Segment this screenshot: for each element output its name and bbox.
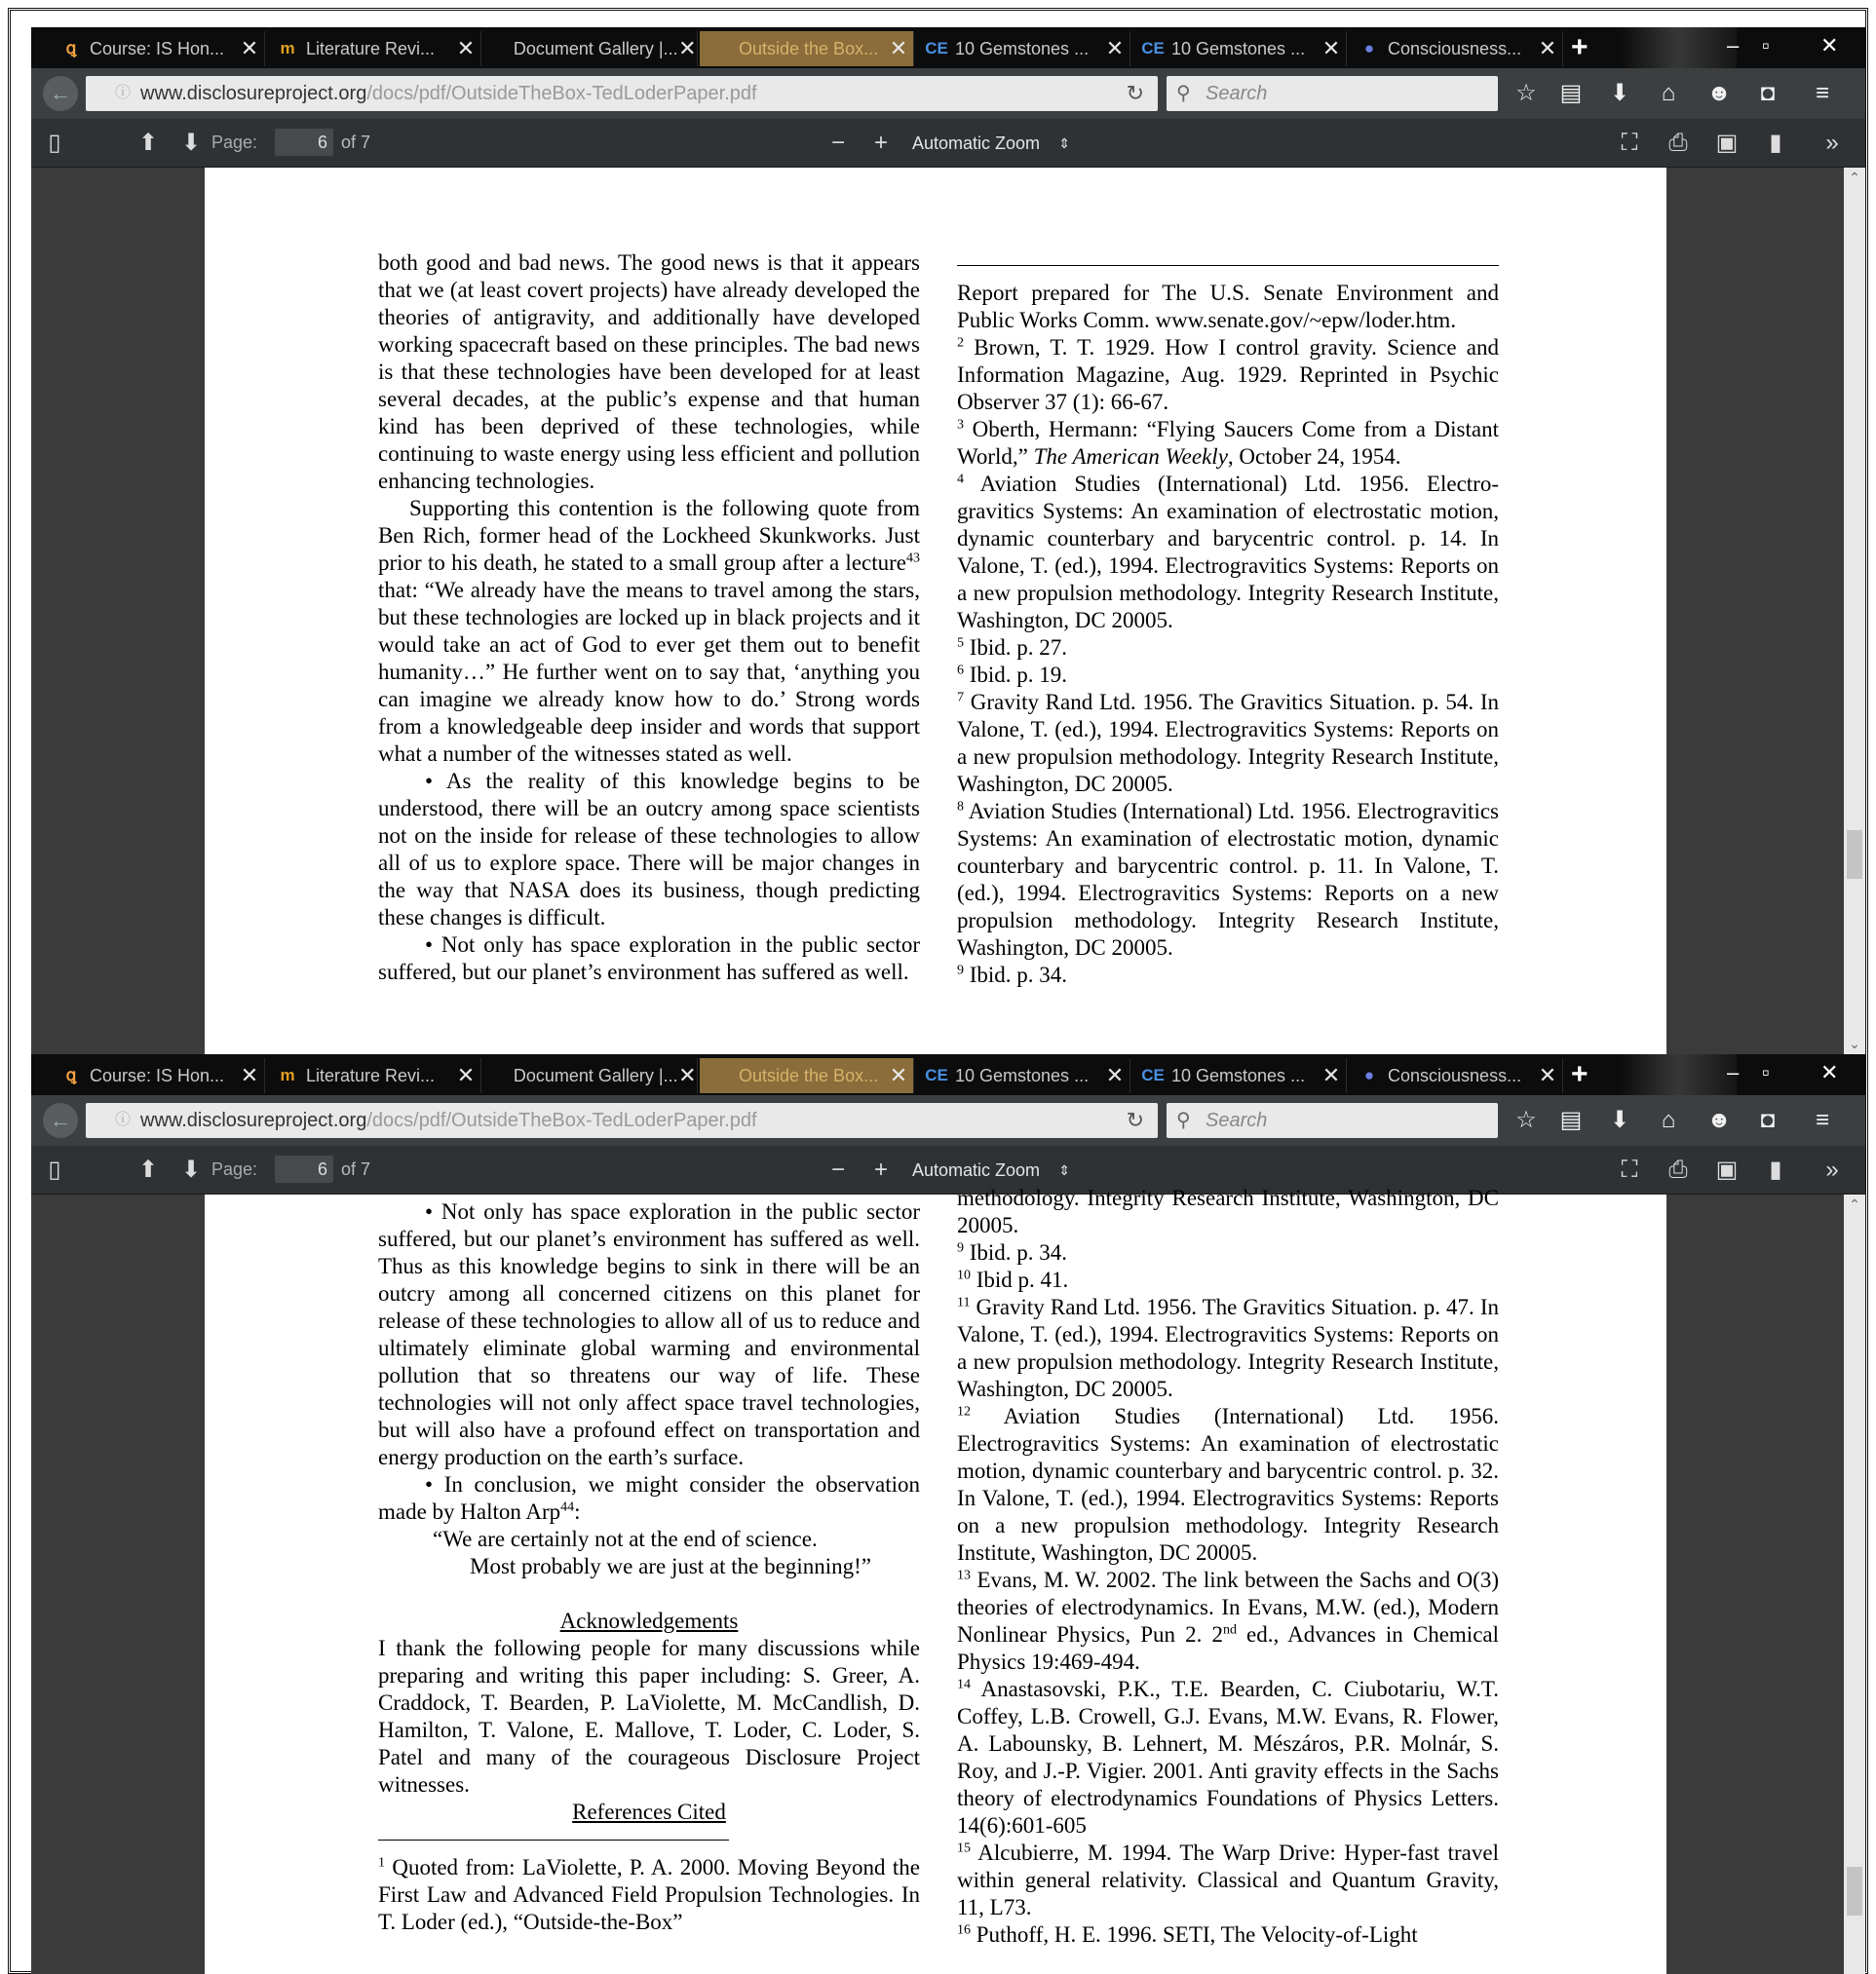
tab-bar [31,27,1865,68]
footnote: Report prepared for The U.S. Senate Environment and Public Works Comm. www.senate.gov/~epw/loder.htm. [957,281,1499,332]
footnote-number: 6 [957,663,964,678]
footnote-number: 11 [957,1295,971,1310]
zoom-out-icon[interactable]: − [830,1157,845,1183]
tab-course[interactable] [51,1058,265,1093]
tab-gemstones-2[interactable] [1132,31,1347,66]
tab-title: Course: IS Hon... [90,1065,225,1085]
tab-title: Document Gallery |... [513,1065,678,1085]
tab-gemstones-2[interactable] [1132,1058,1347,1093]
nav-bar [31,68,1865,119]
tab-title: 10 Gemstones ... [955,1065,1090,1085]
close-window-icon[interactable]: ✕ [1820,33,1839,57]
tab-literature[interactable] [267,31,481,66]
search-bar[interactable] [1167,76,1498,111]
bullet-paragraph: • As the reality of this knowledge begins to be understood, there will be an outcry among space scientists not on the inside for release of these technologies to allow all of us to explore space. There will be major changes in the way that NASA does its business, though predicting these changes is difficult. [378,769,920,930]
footnote [957,1267,1499,1294]
tab-title: Consciousness... [1388,1065,1522,1085]
presentation-mode-icon[interactable]: ⛶ [1621,1157,1638,1183]
zoom-value: Automatic Zoom [912,133,1041,153]
close-tab-icon[interactable]: ✕ [1538,1063,1557,1087]
footnote-text: Oberth, Hermann: “Flying Saucers Come from a Distant World,” [957,417,1499,469]
tab-consciousness[interactable] [1349,31,1563,66]
footnote-text: , October 24, 1954. [1227,444,1401,469]
save-icon[interactable]: ▣ [1715,130,1739,156]
coursera-icon: ꝗ [65,1066,77,1084]
acknowledgements-heading: Acknowledgements [559,1609,739,1633]
reference [378,1854,920,1936]
tab-title: Literature Revi... [306,1065,436,1085]
close-tab-icon[interactable]: ✕ [456,36,476,60]
footnote [957,1294,1499,1403]
reading-list-icon[interactable]: ▤ [1559,80,1583,106]
right-column [957,1185,1499,1974]
quote-line: Most probably we are just at the beginning!” [470,1554,871,1578]
footnote-number: 9 [957,963,964,978]
tab-title: 10 Gemstones ... [955,38,1090,58]
footnote-text: Gravity Rand Ltd. 1956. The Gravitics Situation. p. 47. In Valone, T. (ed.), 1994. Electrogravitics Systems: Reports on a new propulsion methodology. Integrity Research Institute, Washington, DC 20005. [957,1295,1499,1401]
footnote [957,1676,1499,1840]
theme-decoration [1620,27,1740,68]
ce-icon: CE [1141,39,1165,57]
footnote [957,1239,1499,1267]
tab-title: 10 Gemstones ... [1171,1065,1306,1085]
left-column [378,1198,920,1974]
bullet-paragraph: • Not only has space exploration in the public sector suffered, but our planet’s environment has suffered as well. Thus as this knowledge begins to sink in there will be an outcry among all concerned citizens on this planet for release of these technologies to allow all of us to reduce and ultimately eliminate global warming and environmental pollution that so threatens our way of life. These technologies will not only affect space travel technologies, but will also have a profound effect on transportation and energy production on the earth’s surface. [378,1199,920,1469]
emoji-icon[interactable]: ☻ [1706,80,1732,106]
tab-consciousness[interactable] [1349,1058,1563,1093]
page-number-input[interactable]: 6 [275,129,333,156]
quote-line: “We are certainly not at the end of science. [433,1527,818,1551]
sidebar-toggle-icon[interactable]: ▯ [48,130,61,156]
browser-window-top [31,27,1865,1054]
url-bar[interactable] [86,1103,1158,1138]
theme-decoration [1620,1054,1740,1095]
bookmark-icon[interactable]: ▮ [1769,1157,1782,1183]
footnote-text: ed., Advances in Chemical Physics 19:469-494. [957,1622,1499,1674]
select-arrows-icon: ⇕ [1058,1162,1070,1178]
presentation-mode-icon[interactable]: ⛶ [1621,130,1638,156]
text-run: Supporting this contention is the following quote from Ben Rich, former head of the Lockheed Skunkworks. Just prior to his death, he stated to a small group after a lecture [378,496,920,575]
ordinal-suffix: nd [1222,1622,1237,1638]
emoji-icon[interactable]: ☻ [1706,1107,1732,1133]
close-tab-icon[interactable]: ✕ [678,36,697,60]
back-arrow-icon[interactable]: ← [43,1103,78,1138]
footnote-number: 3 [957,417,964,433]
blank-page-icon [491,1065,508,1086]
tab-title: Outside the Box... [739,1065,879,1085]
previous-page-icon[interactable]: ⬆ [137,1157,159,1183]
blank-page-icon [708,1065,733,1086]
globe-icon: ● [1363,39,1375,57]
maximize-icon[interactable]: ▫ [1762,1060,1770,1084]
tab-outside-the-box[interactable] [700,1058,914,1093]
home-icon[interactable]: ⌂ [1661,80,1676,106]
ce-icon: CE [1141,1066,1165,1084]
url-domain: www.disclosureproject.org [140,83,367,104]
scroll-up-icon[interactable]: ⌃ [1849,1196,1860,1212]
page-label: Page: [211,1159,258,1179]
tab-course[interactable] [51,31,265,66]
tab-title: Consciousness... [1388,38,1522,58]
tab-title: 10 Gemstones ... [1171,38,1306,58]
search-icon: ⚲ [1176,83,1191,104]
page-count: of 7 [341,1159,371,1179]
save-icon[interactable]: ▣ [1715,1157,1739,1183]
footnote [957,471,1499,634]
close-tab-icon[interactable]: ✕ [1105,36,1125,60]
print-icon[interactable]: ⎙ [1668,1157,1688,1183]
close-tab-icon[interactable]: ✕ [240,36,259,60]
reference-text: Quoted from: LaViolette, P. A. 2000. Moving Beyond the First Law and Advanced Field Propulsion Technologies. In T. Loder (ed.), “Outside-the-Box” [378,1855,920,1934]
footnote-number: 16 [957,1922,971,1938]
ce-icon: CE [925,39,948,57]
footnote [957,334,1499,416]
text-run: • In conclusion, we might consider the observation made by Halton Arp [378,1472,920,1524]
page-number-input[interactable]: 6 [275,1156,333,1183]
minimize-icon[interactable]: – [1727,1060,1740,1084]
page-count: of 7 [341,133,371,152]
browser-window-bottom [31,1054,1865,1974]
downloads-icon[interactable]: ⬇ [1609,80,1630,106]
tab-bar [31,1054,1865,1095]
next-page-icon[interactable]: ⬇ [180,130,202,156]
tab-title: Document Gallery |... [513,38,678,58]
text-run: that: “We already have the means to travel among the stars, but these technologies are locked up in black projects and it would take an act of God to ever get them out to benefit humanity…” He further went on to say that, ‘anything you can imagine we already know how to do.’ Strong words from a knowledgeable deep insider and words that support what a number of the witnesses stated as well. [378,578,920,766]
globe-icon: ● [1363,1066,1375,1084]
url-bar[interactable] [86,76,1158,111]
footnote [957,1840,1499,1921]
close-tab-icon[interactable]: ✕ [456,1063,476,1087]
bookmark-icon[interactable]: ▮ [1769,130,1782,156]
zoom-out-icon[interactable]: − [830,130,845,156]
url-path: /docs/pdf/OutsideTheBox-TedLoderPaper.pdf [366,83,757,104]
tab-outside-the-box[interactable] [700,31,914,66]
next-page-icon[interactable]: ⬇ [180,1157,202,1183]
footnote-number: 5 [957,635,964,651]
close-tab-icon[interactable]: ✕ [889,36,908,60]
menu-icon[interactable]: ≡ [1815,80,1829,106]
footnote-text: Aviation Studies (International) Ltd. 1956. Electrogravitics Systems: An examination of electrostatic motion, dynamic counterbary and barycentric control. p. 32. In Valone, T. (ed.), 1994. Electrogravitics Systems: Reports on a new propulsion methodology. Integrity Research Institute, Washington, DC 20005. [957,1404,1499,1565]
text-run: : [574,1499,581,1524]
footnote-text: Anastasovski, P.K., T.E. Bearden, C. Ciubotariu, W.T. Coffey, L.B. Crowell, G.J. Evans, M.W. Evans, R. Flower, A. Labounsky, B. Lehnert, M. Mészáros, P.R. Molnár, S. Roy, and J.-P. Vigier. 2001. Anti gravity effects in the Sachs theory of electrodynamics Foundations of Physics Letters. 14(6):601-605 [957,1677,1499,1838]
close-tab-icon[interactable]: ✕ [1538,36,1557,60]
scroll-thumb[interactable] [1847,830,1862,879]
ce-icon: CE [925,1066,948,1084]
footnote-number: 7 [957,690,964,705]
search-placeholder: Search [1206,1110,1268,1131]
select-arrows-icon: ⇕ [1058,135,1070,151]
mendeley-icon: m [280,39,295,57]
close-tab-icon[interactable]: ✕ [1321,1063,1341,1087]
close-tab-icon[interactable]: ✕ [1105,1063,1125,1087]
tab-literature[interactable] [267,1058,481,1093]
bookmark-star-icon[interactable]: ☆ [1515,1107,1537,1133]
tab-title: Literature Revi... [306,38,436,58]
footnote-number: 2 [957,335,964,351]
footnote-text: Evans, M. W. 2002. The link between the Sachs and O(3) theories of electrodynamics. In Evans, M.W. (ed.), Modern Nonlinear Physics, Pun 2. 2 [957,1568,1499,1647]
left-column [378,249,920,1054]
footnote [957,1567,1499,1676]
nav-bar [31,1095,1865,1146]
footnote [957,1403,1499,1567]
footnote-number: 15 [957,1841,971,1856]
footnote-text: Aviation Studies (International) Ltd. 1956. Electro-gravitics Systems: An examination of electrostatic motion, dynamic counterbary and barycentric control. p. 14. In Valone, T. (ed.), 1994. Electrogravitics Systems: Reports on a new propulsion methodology. Integrity Research Institute, Washington, DC 20005. [957,472,1499,632]
footnote-number: 4 [957,472,964,487]
pocket-icon[interactable]: ◘ [1760,1107,1776,1133]
menu-icon[interactable]: ≡ [1815,1107,1829,1133]
bullet-paragraph: • Not only has space exploration in the public sector suffered, but our planet’s environment has suffered as well. [378,932,920,984]
minimize-icon[interactable]: – [1727,33,1740,57]
close-tab-icon[interactable]: ✕ [240,1063,259,1087]
search-bar[interactable] [1167,1103,1498,1138]
footnote-number: 12 [957,1404,971,1420]
tab-document-gallery[interactable] [483,1058,698,1093]
footnote [957,416,1499,471]
footnote-number: 1 [378,1855,385,1871]
zoom-in-icon[interactable]: + [873,130,888,156]
footnote-number: 13 [957,1568,971,1583]
footnote-text: Ibid. p. 34. [964,963,1068,987]
footnote-text: Puthoff, H. E. 1996. SETI, The Velocity-of-Light [971,1922,1418,1947]
close-window-icon[interactable]: ✕ [1820,1060,1839,1084]
tab-gemstones-1[interactable] [916,1058,1130,1093]
tab-gemstones-1[interactable] [916,31,1130,66]
tab-document-gallery[interactable] [483,31,698,66]
new-tab-icon[interactable]: + [1571,1058,1589,1090]
footnote-text: Ibid. p. 34. [964,1240,1068,1265]
footnote: methodology. Integrity Research Institute, Washington, DC 20005. [957,1186,1499,1237]
footnote-text: Brown, T. T. 1929. How I control gravity. Science and Information Magazine, Aug. 1929. Reprinted in Psychic Observer 37 (1): 66-67. [957,335,1499,414]
mendeley-icon: m [280,1066,295,1084]
blank-page-icon [708,38,733,59]
footnote-number: 14 [957,1677,971,1692]
footnote-text: Gravity Rand Ltd. 1956. The Gravitics Situation. p. 54. In Valone, T. (ed.), 1994. Electrogravitics Systems: Reports on a new propulsion methodology. Integrity Research Institute, Washington, DC 20005. [957,690,1499,796]
bookmark-star-icon[interactable]: ☆ [1515,80,1537,106]
coursera-icon: ꝗ [65,39,77,57]
scrollbar[interactable] [1844,1195,1865,1974]
print-icon[interactable]: ⎙ [1668,130,1688,156]
footnote-number: 9 [957,1240,964,1256]
downloads-icon[interactable]: ⬇ [1609,1107,1630,1133]
reload-icon[interactable]: ↻ [1126,1108,1144,1132]
close-tab-icon[interactable]: ✕ [1321,36,1341,60]
pdf-viewer[interactable] [31,1186,1865,1974]
page-label: Page: [211,133,258,152]
footnote-ref[interactable]: 43 [906,550,920,566]
footnote [957,662,1499,689]
footnote-rule [378,1840,729,1841]
footnote [957,1921,1499,1949]
url-domain: www.disclosureproject.org [140,1110,367,1131]
info-icon[interactable]: ⓘ [115,1112,132,1128]
footnote [957,798,1499,962]
zoom-value: Automatic Zoom [912,1160,1041,1180]
footnote [957,634,1499,662]
more-tools-icon[interactable]: » [1825,1157,1839,1183]
paragraph: both good and bad news. The good news is that it appears that we (at least covert projects) have already developed the theories of antigravity, and additionally have developed working spacecraft based on these principles. The bad news is that these technologies have been developed for at least several decades, at the public’s expense and that human kind has been deprived of these technologies, while continuing to waste energy using less efficient and pollution enhancing technologies. [378,250,920,493]
pdf-toolbar [31,119,1865,168]
footnote-rule [957,265,1499,266]
new-tab-icon[interactable]: + [1571,31,1589,63]
maximize-icon[interactable]: ▫ [1762,33,1770,57]
home-icon[interactable]: ⌂ [1661,1107,1676,1133]
bullet-paragraph [378,1471,920,1526]
pocket-icon[interactable]: ◘ [1760,80,1776,106]
footnote [957,962,1499,989]
footnote-text: Ibid. p. 27. [964,635,1068,660]
tab-title: Course: IS Hon... [90,38,225,58]
zoom-select[interactable] [902,1156,1078,1185]
footnote-number: 8 [957,799,964,815]
scroll-thumb[interactable] [1847,1867,1862,1916]
reading-list-icon[interactable]: ▤ [1559,1107,1583,1133]
acknowledgements-text: I thank the following people for many discussions while preparing and writing this paper including: S. Greer, A. Craddock, T. Bearden, P. LaViolette, M. McCandlish, D. Hamilton, T. Valone, E. Mallove, T. Loder, C. Loder, S. Patel and many of the courageous Disclosure Project witnesses. [378,1636,920,1797]
more-tools-icon[interactable]: » [1825,130,1839,156]
footnote-text: Ibid. p. 19. [964,663,1068,687]
pdf-toolbar [31,1146,1865,1195]
search-icon: ⚲ [1176,1110,1191,1131]
blank-page-icon [491,38,508,59]
paragraph [378,495,920,768]
zoom-select[interactable] [902,129,1078,158]
italic-title: The American Weekly [1033,444,1228,469]
pdf-page [205,1186,1666,1974]
close-tab-icon[interactable]: ✕ [678,1063,697,1087]
footnote-ref[interactable]: 44 [560,1499,575,1515]
url-path: /docs/pdf/OutsideTheBox-TedLoderPaper.pdf [366,1110,757,1131]
footnote-text: Alcubierre, M. 1994. The Warp Drive: Hyper-fast travel within general relativity. Classical and Quantum Gravity, 11, L73. [957,1841,1499,1919]
previous-page-icon[interactable]: ⬆ [137,130,159,156]
right-column [957,265,1499,1054]
footnote-number: 10 [957,1268,971,1283]
scrollbar[interactable] [1844,168,1865,1054]
tab-title: Outside the Box... [739,38,879,58]
zoom-in-icon[interactable]: + [873,1157,888,1183]
reload-icon[interactable]: ↻ [1126,81,1144,105]
scroll-up-icon[interactable]: ⌃ [1849,170,1860,185]
footnote-text: Ibid p. 41. [971,1268,1069,1292]
sidebar-toggle-icon[interactable]: ▯ [48,1157,61,1183]
back-arrow-icon[interactable]: ← [43,76,78,111]
pdf-page [205,168,1666,1054]
close-tab-icon[interactable]: ✕ [889,1063,908,1087]
search-placeholder: Search [1206,83,1268,104]
references-heading: References Cited [572,1800,726,1824]
footnote [957,689,1499,798]
pdf-viewer[interactable] [31,168,1865,1054]
footnote-text: Aviation Studies (International) Ltd. 1956. Electrogravitics Systems: An examination of electrostatic motion, dynamic counterbary and barycentric control. p. 11. In Valone, T. (ed.), 1994. Electrogravitics Systems: Reports on a new propulsion methodology. Integrity Research Institute, Washington, DC 20005. [957,799,1499,960]
info-icon[interactable]: ⓘ [115,85,132,101]
scroll-down-icon[interactable]: ⌄ [1849,1036,1860,1051]
